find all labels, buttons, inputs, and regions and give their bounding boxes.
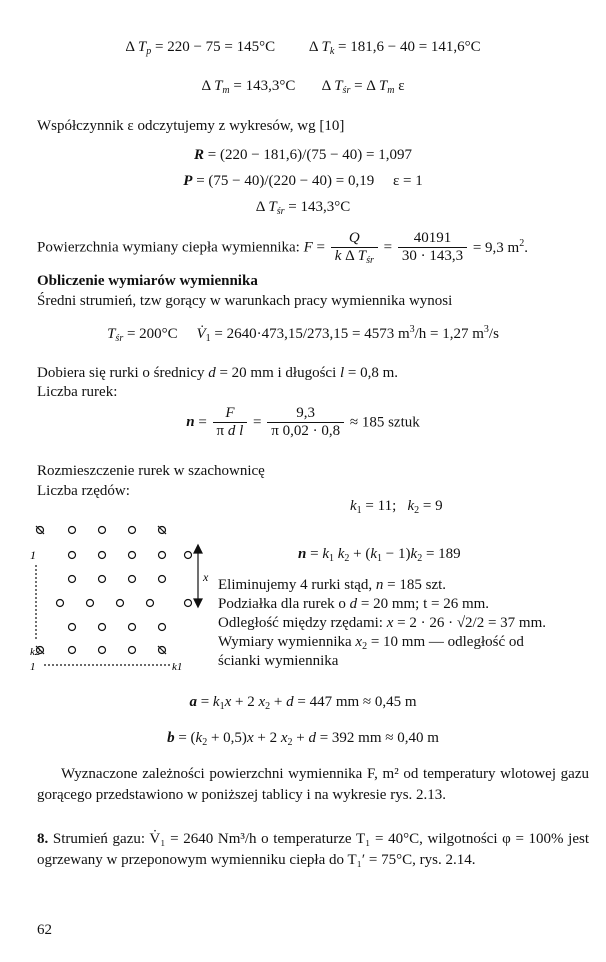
note-3: Wymiary wymiennika <box>218 634 352 650</box>
eq-delta-tp-tk: Δ $T_p = 220 - 75 = 145^\circ C$ Δ $T_k = 181,6 - 40 = 141,6^\circ C$ <box>125 39 481 57</box>
eq-b: $b = (k_2 + 0,5)x + 2$ $x_2 + d = 392$ mm ≈ 0,40 m <box>167 730 439 748</box>
note-row-distance: Odległość między rzędami: x = 2 · 26 · √2/2 = 37 mm. <box>218 615 547 631</box>
note-3-tail: = 10 mm — odległość od <box>370 634 524 650</box>
n-result: ≈ 185 sztuk <box>349 414 420 431</box>
eq-a: $a = k_1x + 2$ $x_2 + d = 447$ mm ≈ 0,45 m <box>189 694 417 712</box>
eq-r-value: = (220 − 181,6)/(75 − 40) = 1,097 <box>207 147 412 163</box>
item-number: 8. <box>37 831 49 847</box>
eq-dtp-value: 220 − 75 = 145°C <box>167 39 276 55</box>
eq-n-189: $n = k_1$ $k_2 + (k_1 - 1)k_2 = 189$ <box>298 546 461 564</box>
eq-dtm-value: 143,3°C <box>245 78 296 94</box>
svg-text:k1: k1 <box>172 661 183 673</box>
note-0-tail: = 185 szt. <box>387 577 447 593</box>
flow-rest: /h = 1,27 m <box>414 326 484 342</box>
eq-area: Powierzchnia wymiany ciepła wymiennika: F = $\frac{Q}{k \Delta T_{śr}}$ = $\frac{40191}{30 \cdot 143,3}$ = 9,3 $m^2$. <box>37 230 528 266</box>
gas-stream-text: Strumień gazu: V̇₁ = 2640 Nm³/h o temperaturze T₁ = 40°C, wilgotności φ = 100% jest ogrzewany w przeponowym wymienniku ciepła do T₁′ = 75°C, rys. 2.14. <box>37 831 590 868</box>
area-result: = 9,3 m <box>472 239 520 256</box>
eq-k: $k_1 = 11$; $k_2 = 9$ <box>350 498 443 516</box>
para-dependency: Wyznaczone zależności powierzchni wymiennika F, m² od temperatury wlotowej gazu gorącego przedstawiono w poniższej tablicy i na wykresie rys. 2.13. <box>37 766 589 803</box>
note-dimensions: Wymiary wymiennika $x_2 = 10$ mm — odległość od <box>218 634 524 652</box>
para-layout: Rozmieszczenie rurek w szachownicę <box>37 463 265 479</box>
flow-v-value: = 2640·473,15/273,15 = 4573 m <box>214 326 410 342</box>
area-label: Powierzchnia wymiany ciepła wymiennika: <box>37 239 300 256</box>
para-gas-stream <box>37 829 589 871</box>
note-wall: ścianki wymiennika <box>218 653 339 669</box>
eq-dtk-value: 181,6 − 40 = 141,6°C <box>350 39 481 55</box>
note-0: Eliminujemy 4 rurki stąd, <box>218 577 373 593</box>
eq-delta-tm: Δ $T_m = 143,3^\circ C$ Δ $T_{śr} = \Delta$ $T_m$ ε <box>201 78 405 96</box>
flow-t-value: = 200°C <box>126 326 178 342</box>
tubes-text-a: Dobiera się rurki o średnicy <box>37 365 205 381</box>
area-den: 30 · 143,3 <box>401 248 464 264</box>
tube-grid-diagram <box>30 515 210 675</box>
page-number: 62 <box>37 922 52 938</box>
para-flow: Średni strumień, tzw gorący w warunkach pracy wymiennika wynosi <box>37 293 453 309</box>
k2-value: = 9 <box>422 498 443 514</box>
note-pitch: Podziałka dla rurek o d = 20 mm; t = 26 mm. <box>218 596 490 612</box>
n-frac1: $\frac{F}{\text{π d l}}$ <box>213 405 248 440</box>
eq-dtsr-value: = 143,3°C <box>288 199 351 215</box>
note-2-tail: = 2 · 26 · √2/2 = 37 mm. <box>397 615 547 631</box>
eq-flow: $T_{śr} = 200^\circ C$ $V̇_1 = 2640\cdot 473,15/273,15 = 4573$ $m^3/h = 1,27$ $m^3/s$ <box>107 324 499 344</box>
eq-p-value: = (75 − 40)/(220 − 40) = 0,19 <box>196 173 375 189</box>
eq-eps-value: ε = 1 <box>392 173 423 189</box>
para-epsilon: Współczynnik ε odczytujemy z wykresów, wg [10] <box>37 118 345 134</box>
svg-text:x: x <box>203 570 209 584</box>
para-rows: Liczba rzędów: <box>37 483 130 499</box>
svg-text:k2: k2 <box>30 646 41 658</box>
section-heading-text: Obliczenie wymiarów wymiennika <box>37 273 258 289</box>
n189-value: = 189 <box>425 546 461 562</box>
section-heading <box>37 272 258 290</box>
note-eliminate: Eliminujemy 4 rurki stąd, n = 185 szt. <box>218 577 447 593</box>
area-frac1: $\frac{Q}{k \Delta T_{śr}}$ <box>331 230 378 265</box>
svg-text:1: 1 <box>30 548 36 562</box>
para-tube-count: Liczba rurek: <box>37 384 118 400</box>
svg-text:1: 1 <box>30 661 36 673</box>
eq-p: P = (75 − 40)/(220 − 40) = 0,19 ε = 1 <box>183 173 423 189</box>
eq-r: R = (220 − 181,6)/(75 − 40) = 1,097 <box>193 147 412 163</box>
tubes-text-c: = 0,8 m. <box>347 365 399 381</box>
k1-value: = 11; <box>365 498 397 514</box>
area-num: 40191 <box>398 230 467 248</box>
note-1: Podziałka dla rurek o <box>218 596 346 612</box>
note-2: Odległość między rzędami: <box>218 615 383 631</box>
n-den: π 0,02 · 0,8 <box>271 423 341 439</box>
n-frac2 <box>267 405 344 440</box>
note-1-tail: = 20 mm; t = 26 mm. <box>360 596 490 612</box>
eq-dtsr: Δ $T_{śr} = 143,3^\circ C$ <box>255 199 351 217</box>
n-num: 9,3 <box>267 405 344 423</box>
notes-block <box>218 576 546 671</box>
para-tubes: Dobiera się rurki o średnicy d = 20 mm i długości l = 0,8 m. <box>37 365 399 381</box>
area-frac2 <box>398 230 467 265</box>
tubes-text-b: = 20 mm i długości <box>219 365 337 381</box>
eq-b-value: = 392 mm ≈ 0,40 m <box>319 730 439 746</box>
eq-n: n = $\frac{F}{\text{π d l}}$ = $\frac{9,3}{\pi 0,02 \cdot 0,8}$ ≈ 185 sztuk <box>186 405 420 439</box>
eq-a-value: = 447 mm ≈ 0,45 m <box>297 694 417 710</box>
